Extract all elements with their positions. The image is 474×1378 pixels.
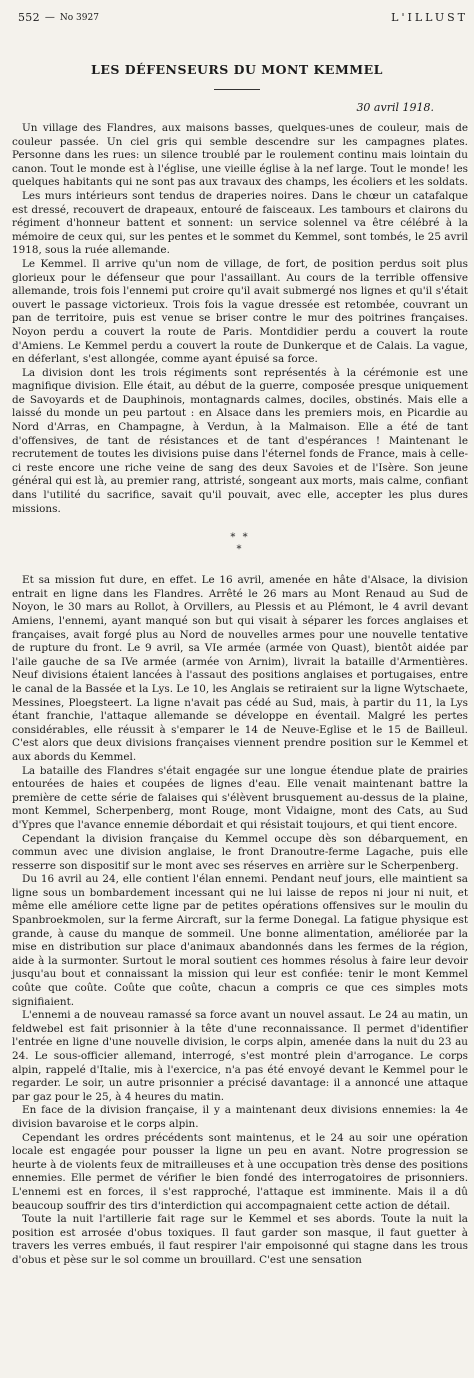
page-number: 552	[18, 11, 40, 24]
section-divider-stars: * * *	[230, 532, 250, 556]
article-title: LES DÉFENSEURS DU MONT KEMMEL	[91, 62, 383, 77]
paragraph: Cependant la division française du Kemmel occupe dès son débarquement, en commun avec une division anglaise, le front Dranoutre-ferme Lagache, puis elle resserre son dispositif sur le mont avec ses réserves en arrière sur le Scherpenberg.	[12, 832, 468, 872]
dateline: 30 avril 1918.	[356, 101, 434, 114]
paragraph: En face de la division française, il y a maintenant deux divisions ennemies: la 4e division bavaroise et le corps alpin.	[12, 1104, 468, 1130]
paragraph: Du 16 avril au 24, elle contient l'élan ennemi. Pendant neuf jours, elle maintient sa ligne sous un bombardement incessant qui ne lui laisse de repos ni jour ni nuit, et même elle améliore cette ligne par de petites opérations offensives sur le moulin du Spanbroekmolen, sur la ferme Aircraft, sur la ferme Donegal. La fatigue physique est grande, à cause du manque de sommeil. Une bonne alimentation, améliorée par la mise en distribution sur place d'animaux abandonnés dans les fermes de la région, aide à la surmonter. Surtout le moral soutient ces hommes résolus à faire leur devoir jusqu'au bout et connaissant la mission qui leur est confiée: tenir le mont Kemmel coûte que coûte. Coûte que coûte, chacun a compris ce que ces simples mots signifiaient.	[12, 873, 468, 1008]
title-block	[0, 62, 474, 90]
paragraph: Les murs intérieurs sont tendus de draperies noires. Dans le chœur un catafalque est dressé, recouvert de drapeaux, entouré de faisceaux. Les tambours et clairons du régiment d'honneur battent et sonnent: un service solennel va être célébré à la mémoire de ceux qui, sur les pentes et le sommet du Kemmel, sont tombés, le 25 avril 1918, sous la ruée allemande.	[12, 189, 468, 257]
paragraph: Toute la nuit l'artillerie fait rage sur le Kemmel et ses abords. Toute la nuit la position est arrosée d'obus toxiques. Il faut garder son masque, il faut guetter à travers les verres embués, il faut respirer l'air empoisonné qui stagne dans les trous d'obus et pèse sur le sol comme un brouillard. C'est une sensation	[12, 1213, 468, 1266]
paragraph: L'ennemi a de nouveau ramassé sa force avant un nouvel assaut. Le 24 au matin, un feldwebel est fait prisonnier à la tête d'une reconnaissance. Il permet d'identifier l'entrée en ligne d'une nouvelle division, le corps alpin, amenée dans la nuit du 23 au 24. Le sous-officier allemand, interrogé, s'est montré plein d'arrogance. Le corps alpin, rappelé d'Italie, mis à l'exercice, n'a pas été envoyé devant le Kemmel pour le regarder. Le soir, un autre prisonnier a précisé davantage: il a annoncé une attaque par gaz pour le 25, à 4 heures du matin.	[12, 1009, 468, 1103]
paragraph: Le Kemmel. Il arrive qu'un nom de village, de fort, de position perdus soit plus glorieux pour le défenseur que pour l'assaillant. Au cours de la terrible offensive allemande, trois fois l'ennemi put croire qu'il avait submergé nos lignes et qu'il s'était ouvert le passage victorieux. Trois fois la vague dressée est retombée, couvrant un pan de territoire, puis est venue se briser contre le mur des poitrines françaises. Noyon perdu a couvert la route de Paris. Montdidier perdu a couvert la route d'Amiens. Le Kemmel perdu a couvert la route de Dunkerque et de Calais. La vague, en déferlant, s'est allongée, comme ayant épuisé sa force.	[12, 257, 468, 366]
journal-name: L'ILLUST	[391, 11, 468, 24]
issue-number: No 3927	[59, 13, 99, 23]
paragraph: Un village des Flandres, aux maisons basses, quelques-unes de couleur, mais de couleur passée. Un ciel gris qui semble descendre sur les campagnes plates. Personne dans les rues: un silence troublé par le roulement continu mais lointain du canon. Tout le monde est à l'église, une vieille église à la nef large. Tout le monde! les quelques habitants qui ne sont pas aux travaux des champs, les écoliers et les soldats.	[12, 122, 468, 189]
header-separator: —	[44, 12, 55, 23]
running-head	[18, 10, 468, 26]
paragraph: La division dont les trois régiments sont représentés à la cérémonie est une magnifique division. Elle était, au début de la guerre, composée presque uniquement de Savoyards et de Dauphinois, montagnards calmes, dociles, obstinés. Mais elle a laissé du monde un peu partout : en Alsace dans les premiers mois, en Picardie au Nord d'Arras, en Champagne, à Verdun, à la Malmaison. Elle a été de tant d'offensives, de tant de résistances et de tant d'espérances ! Maintenant le recrutement de toutes les divisions puise dans l'éternel fonds de France, mais à celle-ci reste encore une riche veine de sang des deux Savoies et de l'Isère. Son jeune général qui est là, au premier rang, attristé, songeant aux morts, mais calme, confiant dans l'utilité du sacrifice, savait qu'il pouvait, avec elle, accepter les plus dures missions.	[12, 366, 468, 515]
title-rule	[214, 89, 260, 90]
article-body	[12, 122, 468, 1268]
paragraph: La bataille des Flandres s'était engagée sur une longue étendue plate de prairies entourées de haies et coupées de lignes d'eau. Elle venait maintenant battre la première de cette série de falaises qui s'élèvent brusquement au-dessus de la plaine, mont Kemmel, Scherpenberg, mont Rouge, mont Vidaigne, mont des Cats, au Sud d'Ypres que l'avance ennemie débordait et qui résistait toujours, et qui tient encore.	[12, 764, 468, 831]
paragraph: Et sa mission fut dure, en effet. Le 16 avril, amenée en hâte d'Alsace, la division entrait en ligne dans les Flandres. Arrêté le 26 mars au Mont Renaud au Sud de Noyon, le 30 mars au Rollot, à Orvillers, au Plessis et au Plémont, le 4 avril devant Amiens, l'ennemi, ayant manqué son but qui visait à séparer les forces anglaises et françaises, avait forgé plus au Nord de nouvelles armes pour une nouvelle tentative de rupture du front. Le 9 avril, sa VIe armée (armée von Quast), bientôt aidée par l'aile gauche de sa IVe armée (armée von Arnim), livrait la bataille d'Armentières. Neuf divisions étaient lancées à l'assaut des positions anglaises et portugaises, entre le canal de la Bassée et la Lys. Le 10, les Anglais se retiraient sur la ligne Wytschaete, Messines, Ploegsteert. La ligne n'avait pas cédé au Sud, mais, à partir du 11, la Lys étant franchie, l'attaque allemande se développe en éventail. Malgré les pertes considérables, elle réussit à s'emparer le 14 de Neuve-Eglise et le 15 de Bailleul. C'est alors que deux divisions françaises viennent prendre position sur le Kemmel et aux abords du Kemmel.	[12, 574, 468, 763]
paragraph: Cependant les ordres précédents sont maintenus, et le 24 au soir une opération locale est engagée pour pousser la ligne un peu en avant. Notre progression se heurte à de violents feux de mitrailleuses et à une occupation très dense des positions ennemies. Elle permet de vérifier le bien fondé des interrogatoires de prisonniers. L'ennemi est en forces, il s'est rapproché, l'attaque est imminente. Mais il a dû beaucoup souffrir des tirs d'interdiction qui accompagnaient cette action de détail.	[12, 1131, 468, 1212]
